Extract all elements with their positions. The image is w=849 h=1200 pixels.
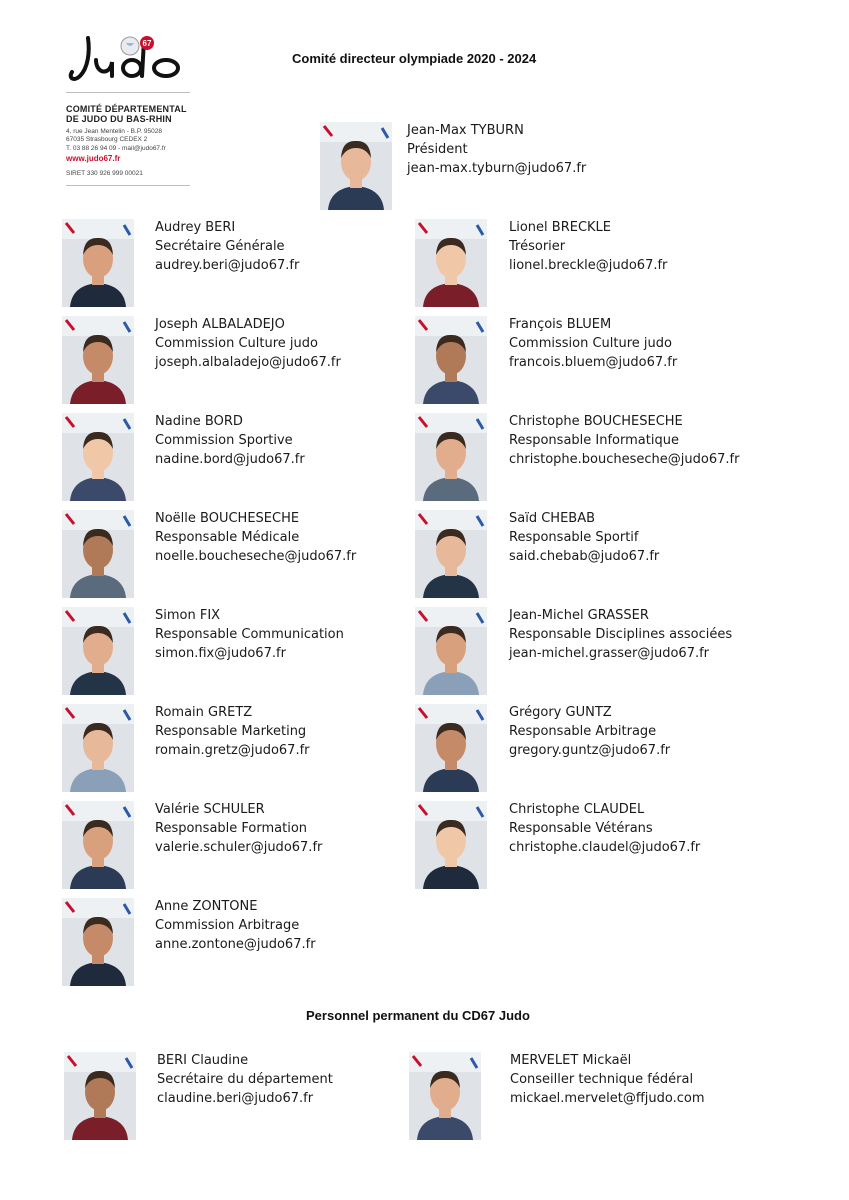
member-photo	[415, 510, 487, 598]
member-name: Romain GRETZ	[155, 705, 253, 720]
member-email-link[interactable]: said.chebab@judo67.fr	[509, 549, 660, 564]
logo-divider-top	[66, 92, 190, 93]
member-card	[155, 218, 299, 275]
member-email-link[interactable]: valerie.schuler@judo67.fr	[155, 840, 323, 855]
staff-photo-beri	[64, 1052, 136, 1140]
member-photo	[62, 898, 134, 986]
president-card	[407, 121, 586, 178]
member-photo	[415, 801, 487, 889]
member-photo	[62, 316, 134, 404]
portrait-image	[415, 219, 487, 307]
member-name: Jean-Michel GRASSER	[509, 608, 649, 623]
portrait-image	[62, 413, 134, 501]
staff-name: MERVELET Mickaël	[510, 1053, 632, 1068]
member-photo	[62, 219, 134, 307]
member-role: Commission Culture judo	[509, 336, 672, 351]
staff-card-mervelet	[510, 1051, 705, 1108]
member-name: Anne ZONTONE	[155, 899, 258, 914]
member-card	[509, 606, 732, 663]
portrait-image	[409, 1052, 481, 1140]
portrait-image	[415, 704, 487, 792]
member-role: Responsable Sportif	[509, 530, 639, 545]
member-role: Commission Arbitrage	[155, 918, 300, 933]
member-role: Trésorier	[509, 239, 566, 254]
portrait-image	[62, 607, 134, 695]
member-name: Noëlle BOUCHESECHE	[155, 511, 300, 526]
member-photo	[415, 316, 487, 404]
portrait-image	[62, 219, 134, 307]
org-logo-block	[66, 30, 196, 177]
member-role: Président	[407, 142, 468, 157]
staff-photo-mervelet	[409, 1052, 481, 1140]
staff-section-title: Personnel permanent du CD67 Judo	[306, 1008, 530, 1023]
member-photo	[62, 607, 134, 695]
portrait-image	[415, 316, 487, 404]
portrait-image	[415, 607, 487, 695]
member-name: Saïd CHEBAB	[509, 511, 596, 526]
member-name: Simon FIX	[155, 608, 221, 623]
member-role: Responsable Formation	[155, 821, 308, 836]
portrait-image	[62, 801, 134, 889]
portrait-image	[415, 801, 487, 889]
member-name: Joseph ALBALADEJO	[155, 317, 285, 332]
member-name: Nadine BORD	[155, 414, 243, 429]
staff-role: Conseiller technique fédéral	[510, 1072, 694, 1087]
member-name: Valérie SCHULER	[155, 802, 265, 817]
member-name: François BLUEM	[509, 317, 612, 332]
org-name-line1: COMITÉ DÉPARTEMENTAL	[66, 104, 187, 114]
judo67-logo	[66, 30, 191, 90]
portrait-image	[415, 510, 487, 598]
member-card	[155, 897, 316, 954]
member-email-link[interactable]: romain.gretz@judo67.fr	[155, 743, 310, 758]
member-card	[509, 412, 739, 469]
member-role: Responsable Communication	[155, 627, 344, 642]
member-name: Audrey BERI	[155, 220, 236, 235]
member-card	[509, 509, 659, 566]
member-card	[509, 315, 677, 372]
member-email-link[interactable]: francois.bluem@judo67.fr	[509, 355, 678, 370]
org-address-line2: 67035 Strasbourg CEDEX 2	[66, 136, 148, 143]
member-card	[509, 703, 670, 760]
portrait-image	[62, 316, 134, 404]
org-name-line2: DE JUDO DU BAS-RHIN	[66, 114, 172, 124]
logo-divider-bottom	[66, 185, 190, 186]
staff-name: BERI Claudine	[157, 1053, 249, 1068]
portrait-image	[62, 898, 134, 986]
org-contact: T. 03 88 26 94 09 - mail@judo67.fr	[66, 145, 166, 152]
member-email-link[interactable]: joseph.albaladejo@judo67.fr	[155, 355, 341, 370]
member-email-link[interactable]: christophe.boucheseche@judo67.fr	[509, 452, 740, 467]
member-name: Christophe CLAUDEL	[509, 802, 645, 817]
member-photo	[415, 413, 487, 501]
member-card	[155, 606, 344, 663]
member-role: Commission Sportive	[155, 433, 293, 448]
member-email-link[interactable]: nadine.bord@judo67.fr	[155, 452, 305, 467]
org-website-link[interactable]: www.judo67.fr	[66, 154, 121, 163]
page-title: Comité directeur olympiade 2020 - 2024	[292, 51, 537, 66]
member-email-link[interactable]: audrey.beri@judo67.fr	[155, 258, 300, 273]
portrait-image	[62, 510, 134, 598]
member-photo	[62, 413, 134, 501]
member-card	[155, 315, 341, 372]
member-name: Christophe BOUCHESECHE	[509, 414, 683, 429]
member-name: Jean-Max TYBURN	[407, 123, 524, 138]
org-address-line1: 4, rue Jean Mentelin - B.P. 95028	[66, 128, 162, 135]
portrait-image	[415, 413, 487, 501]
member-email-link[interactable]: christophe.claudel@judo67.fr	[509, 840, 701, 855]
member-card	[155, 412, 305, 469]
logo-badge-text: 67	[142, 39, 152, 48]
portrait-image	[62, 704, 134, 792]
staff-email-link[interactable]: mickael.mervelet@ffjudo.com	[510, 1091, 705, 1106]
member-role: Commission Culture judo	[155, 336, 318, 351]
staff-card-beri	[157, 1051, 333, 1108]
staff-email-link[interactable]: claudine.beri@judo67.fr	[157, 1091, 314, 1106]
staff-role: Secrétaire du département	[157, 1072, 333, 1087]
member-role: Secrétaire Générale	[155, 239, 285, 254]
member-photo	[415, 704, 487, 792]
org-name	[66, 104, 196, 124]
member-photo	[62, 510, 134, 598]
member-role: Responsable Disciplines associées	[509, 627, 733, 642]
portrait-image	[320, 122, 392, 210]
member-role: Responsable Vétérans	[509, 821, 653, 836]
member-photo	[62, 704, 134, 792]
member-email-link[interactable]: lionel.breckle@judo67.fr	[509, 258, 668, 273]
president-photo	[320, 122, 392, 210]
member-email-link[interactable]: jean-max.tyburn@judo67.fr	[407, 161, 587, 176]
member-email-link[interactable]: jean-michel.grasser@judo67.fr	[509, 646, 710, 661]
member-name: Lionel BRECKLE	[509, 220, 612, 235]
member-card	[155, 800, 322, 857]
member-email-link[interactable]: noelle.boucheseche@judo67.fr	[155, 549, 357, 564]
member-name: Grégory GUNTZ	[509, 705, 612, 720]
member-card	[509, 218, 667, 275]
member-card	[509, 800, 700, 857]
judo-logo-icon	[66, 30, 191, 90]
org-siret: SIRET 330 926 999 00021	[66, 170, 143, 177]
portrait-image	[64, 1052, 136, 1140]
member-role: Responsable Informatique	[509, 433, 679, 448]
member-photo	[415, 219, 487, 307]
member-role: Responsable Marketing	[155, 724, 307, 739]
member-email-link[interactable]: anne.zontone@judo67.fr	[155, 937, 316, 952]
member-photo	[62, 801, 134, 889]
member-card	[155, 509, 356, 566]
member-role: Responsable Médicale	[155, 530, 300, 545]
member-photo	[415, 607, 487, 695]
member-email-link[interactable]: gregory.guntz@judo67.fr	[509, 743, 671, 758]
member-email-link[interactable]: simon.fix@judo67.fr	[155, 646, 286, 661]
member-card	[155, 703, 310, 760]
member-role: Responsable Arbitrage	[509, 724, 657, 739]
